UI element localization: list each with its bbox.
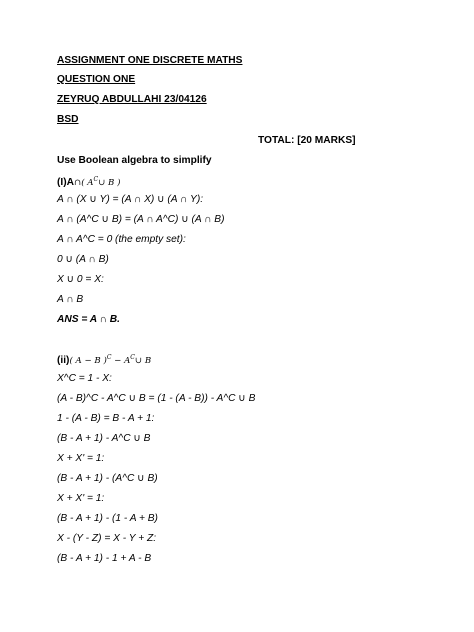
part-one-step: A ∩ A^C = 0 (the empty set): — [57, 234, 186, 245]
part-two-step: (A - B)^C - A^C ∪ B = (1 - (A - B)) - A^C ∪ B — [57, 393, 256, 404]
instruction-text: Use Boolean algebra to simplify — [57, 155, 212, 166]
program-code: BSD — [57, 114, 79, 125]
part-two-heading — [57, 351, 151, 368]
part-two-step: X + X' = 1: — [57, 453, 105, 464]
part-two-step: 1 - (A - B) = B - A + 1: — [57, 413, 155, 424]
part-two-step: (B - A + 1) - (A^C ∪ B) — [57, 473, 158, 484]
student-name-id: ZEYRUQ ABDULLAHI 23/04126 — [57, 94, 207, 105]
part-one-step: 0 ∪ (A ∩ B) — [57, 254, 109, 265]
part-one-heading — [57, 173, 120, 190]
assignment-title: ASSIGNMENT ONE DISCRETE MATHS — [57, 55, 243, 66]
part-one-step: A ∩ B — [57, 294, 84, 305]
part-two-expression: ( A − B )$^C - A^C\cup$ B — [69, 354, 152, 366]
total-marks: TOTAL: [20 MARKS] — [258, 135, 356, 146]
part-two-step: X^C = 1 - X: — [57, 373, 112, 384]
part-one-step: A ∩ (X ∪ Y) = (A ∩ X) ∪ (A ∩ Y): — [57, 194, 204, 205]
question-heading: QUESTION ONE — [57, 74, 136, 85]
part-two-step: X - (Y - Z) = X - Y + Z: — [57, 533, 157, 544]
part-one-step: X ∪ 0 = X: — [57, 274, 104, 285]
part-one-label: (I)A — [57, 177, 74, 188]
part-two-step: X + X' = 1: — [57, 493, 105, 504]
part-two-label: (ii) — [57, 355, 70, 366]
part-two-step: (B - A + 1) - A^C ∪ B — [57, 433, 151, 444]
part-two-step: (B - A + 1) - (1 - A + B) — [57, 513, 158, 524]
part-one-step: A ∩ (A^C ∪ B) = (A ∩ A^C) ∪ (A ∩ B) — [57, 214, 225, 225]
part-one-answer: ANS = A ∩ B. — [57, 314, 120, 325]
part-one-expression: ∩( $A^C\cup$ B ) — [73, 176, 121, 188]
part-two-step: (B - A + 1) - 1 + A - B — [57, 553, 152, 564]
